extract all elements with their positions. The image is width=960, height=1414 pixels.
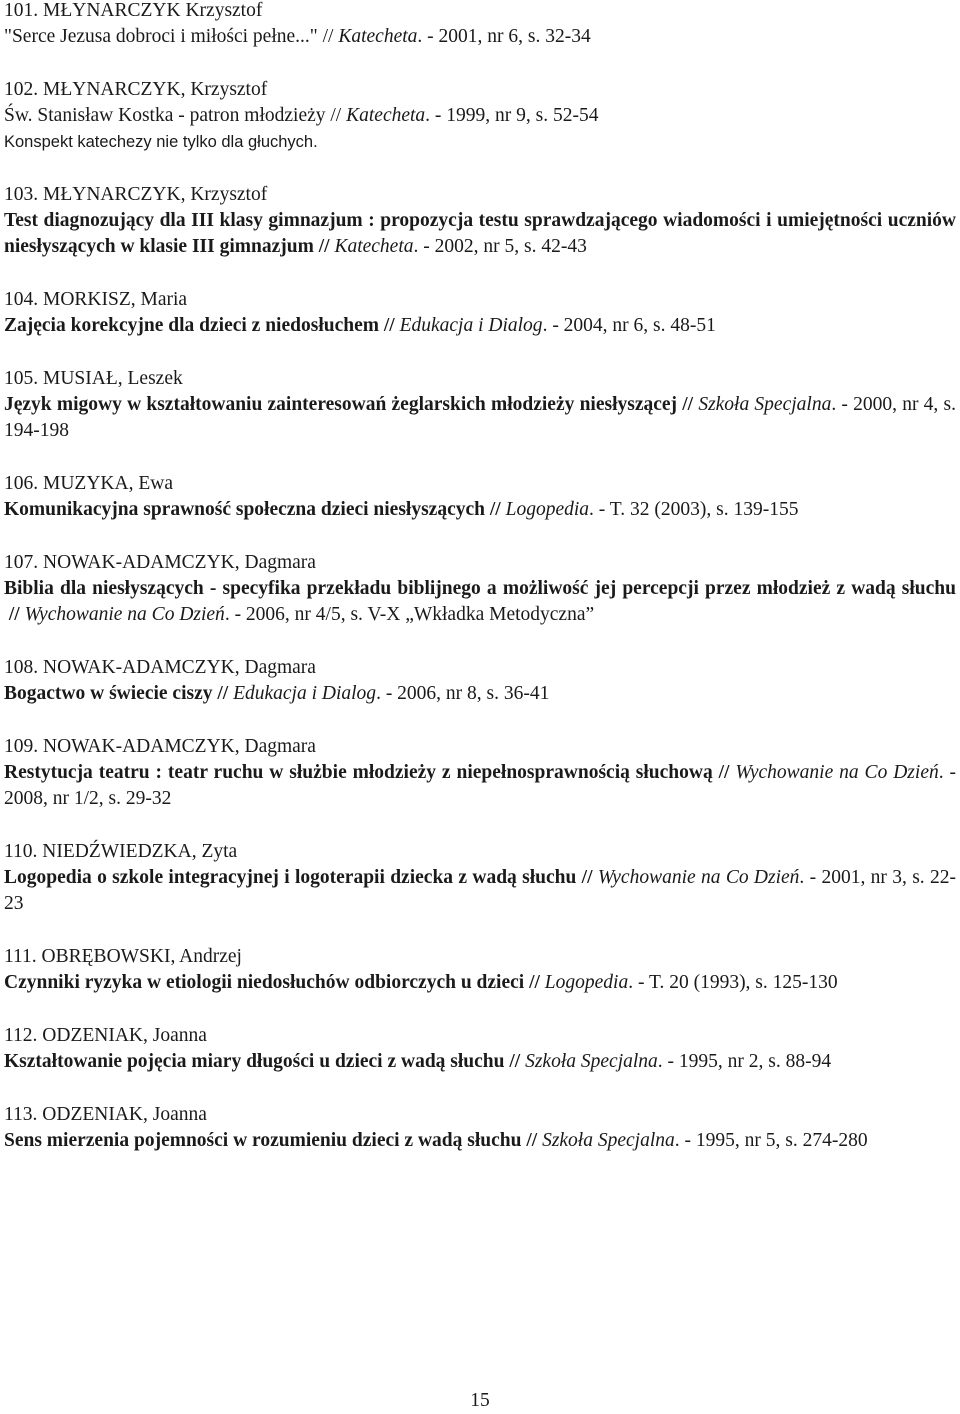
entry-citation: [4, 392, 956, 444]
entry-journal: Logopedia: [544, 972, 629, 993]
entry-details: . - 2001, nr 3, s. 22-23: [4, 867, 956, 914]
entry-details: . - 2006, nr 8, s. 36-41: [376, 683, 550, 704]
entry-details: . - 1995, nr 5, s. 274-280: [674, 1130, 868, 1151]
entry-separator: //: [317, 26, 339, 47]
entry-citation: [4, 865, 956, 917]
entry-journal: Katecheta: [346, 105, 426, 126]
entry-details: . - 2000, nr 4, s. 194-198: [4, 394, 956, 441]
entry-title: Logopedia o szkole integracyjnej i logoterapii dziecka z wadą słuchu: [4, 867, 577, 888]
entry-author: 101. MŁYNARCZYK Krzysztof: [4, 0, 263, 21]
entry-title: Bogactwo w świecie ciszy: [4, 683, 213, 704]
entry-author: 107. NOWAK-ADAMCZYK, Dagmara: [4, 552, 316, 573]
entry-separator: //: [521, 1130, 543, 1151]
entry-separator: //: [504, 1051, 526, 1072]
entry-title: Restytucja teatru : teatr ruchu w służbie młodzieży z niepełnosprawnością słuchową: [4, 762, 713, 783]
entry-journal: Szkoła Specjalna: [542, 1130, 675, 1151]
entry-journal: Wychowanie na Co Dzień: [597, 867, 800, 888]
entry-citation: [4, 576, 956, 628]
entry-separator: //: [712, 762, 736, 783]
bibliography-entry: [4, 366, 956, 444]
entry-author: 111. OBRĘBOWSKI, Andrzej: [4, 946, 242, 967]
entry-details: . - 1999, nr 9, s. 52-54: [425, 105, 599, 126]
entry-citation: [4, 208, 956, 260]
entry-author: 109. NOWAK-ADAMCZYK, Dagmara: [4, 736, 316, 757]
entry-details: . - 2001, nr 6, s. 32-34: [417, 26, 591, 47]
entry-citation: [4, 760, 956, 812]
entry-details: . - 2002, nr 5, s. 42-43: [413, 236, 587, 257]
entry-details: . - 1995, nr 2, s. 88-94: [657, 1051, 832, 1072]
entry-details: . - T. 32 (2003), s. 139-155: [589, 499, 799, 520]
entry-citation: [4, 24, 956, 50]
bibliography-entry: [4, 944, 956, 996]
entry-title: Św. Stanisław Kostka - patron młodzieży: [4, 105, 326, 126]
entry-author: 102. MŁYNARCZYK, Krzysztof: [4, 79, 268, 100]
entry-citation: [4, 970, 956, 996]
entry-author: 112. ODZENIAK, Joanna: [4, 1025, 207, 1046]
bibliography-entry: [4, 655, 956, 707]
entry-separator: //: [524, 972, 545, 993]
entry-author: 105. MUSIAŁ, Leszek: [4, 368, 183, 389]
entry-title: Kształtowanie pojęcia miary długości u dzieci z wadą słuchu: [4, 1051, 505, 1072]
entry-title: Język migowy w kształtowaniu zainteresowań żeglarskich młodzieży niesłyszącej: [4, 394, 678, 415]
bibliography-entry: [4, 839, 956, 917]
entry-details: . - 2006, nr 4/5, s. V-X „Wkładka Metodyczna”: [224, 604, 595, 625]
entry-separator: //: [4, 604, 25, 625]
entry-title: Czynniki ryzyka w etiologii niedosłuchów odbiorczych u dzieci: [4, 972, 525, 993]
bibliography-list: [4, 0, 956, 1154]
entry-author: 106. MUZYKA, Ewa: [4, 473, 173, 494]
entry-note: Konspekt katechezy nie tylko dla głuchych.: [4, 133, 318, 151]
entry-journal: Wychowanie na Co Dzień: [735, 762, 939, 783]
bibliography-entry: [4, 734, 956, 812]
entry-journal: Katecheta: [338, 26, 418, 47]
bibliography-entry: [4, 471, 956, 523]
entry-journal: Szkoła Specjalna: [525, 1051, 658, 1072]
bibliography-entry: [4, 550, 956, 628]
entry-author: 110. NIEDŹWIEDZKA, Zyta: [4, 841, 238, 862]
entry-separator: //: [212, 683, 234, 704]
entry-title: Zajęcia korekcyjne dla dzieci z niedosłuchem: [4, 315, 379, 336]
entry-citation: [4, 313, 956, 339]
entry-author: 103. MŁYNARCZYK, Krzysztof: [4, 184, 268, 205]
entry-citation: [4, 1128, 956, 1154]
entry-author: 108. NOWAK-ADAMCZYK, Dagmara: [4, 657, 316, 678]
bibliography-entry: [4, 77, 956, 155]
entry-journal: Szkoła Specjalna: [698, 394, 832, 415]
entry-separator: //: [485, 499, 506, 520]
entry-separator: //: [677, 394, 699, 415]
entry-title: "Serce Jezusa dobroci i miłości pełne...": [4, 26, 318, 47]
entry-citation: [4, 681, 956, 707]
entry-author: 113. ODZENIAK, Joanna: [4, 1104, 207, 1125]
entry-journal: Logopedia: [505, 499, 590, 520]
bibliography-entry: [4, 1102, 956, 1154]
entry-separator: //: [313, 236, 335, 257]
bibliography-entry: [4, 1023, 956, 1075]
entry-citation: [4, 1049, 956, 1075]
page-number: 15: [470, 1390, 490, 1411]
entry-journal: Wychowanie na Co Dzień: [24, 604, 225, 625]
entry-separator: //: [378, 315, 400, 336]
entry-journal: Katecheta: [334, 236, 414, 257]
entry-title: Biblia dla niesłyszących - specyfika przekładu biblijnego a możliwość jej percepcji przez młodzież z wadą słuchu: [4, 578, 956, 599]
entry-title: Sens mierzenia pojemności w rozumieniu dzieci z wadą słuchu: [4, 1130, 522, 1151]
bibliography-page: [4, 0, 956, 1154]
entry-details: . - 2004, nr 6, s. 48-51: [542, 315, 716, 336]
entry-title: Komunikacyjna sprawność społeczna dzieci niesłyszących: [4, 499, 485, 520]
entry-separator: //: [325, 105, 347, 126]
entry-journal: Edukacja i Dialog: [233, 683, 377, 704]
entry-details: . - T. 20 (1993), s. 125-130: [628, 972, 838, 993]
entry-title: Test diagnozujący dla III klasy gimnazjum : propozycja testu sprawdzającego wiadomości i umiejętności uczniów niesłyszących w klasie III gimnazjum: [4, 210, 956, 257]
entry-separator: //: [576, 867, 598, 888]
bibliography-entry: [4, 287, 956, 339]
entry-citation: [4, 103, 956, 129]
entry-journal: Edukacja i Dialog: [399, 315, 543, 336]
entry-author: 104. MORKISZ, Maria: [4, 289, 188, 310]
bibliography-entry: [4, 0, 956, 50]
bibliography-entry: [4, 182, 956, 260]
entry-details: . - 2008, nr 1/2, s. 29-32: [4, 762, 957, 809]
entry-citation: [4, 497, 956, 523]
